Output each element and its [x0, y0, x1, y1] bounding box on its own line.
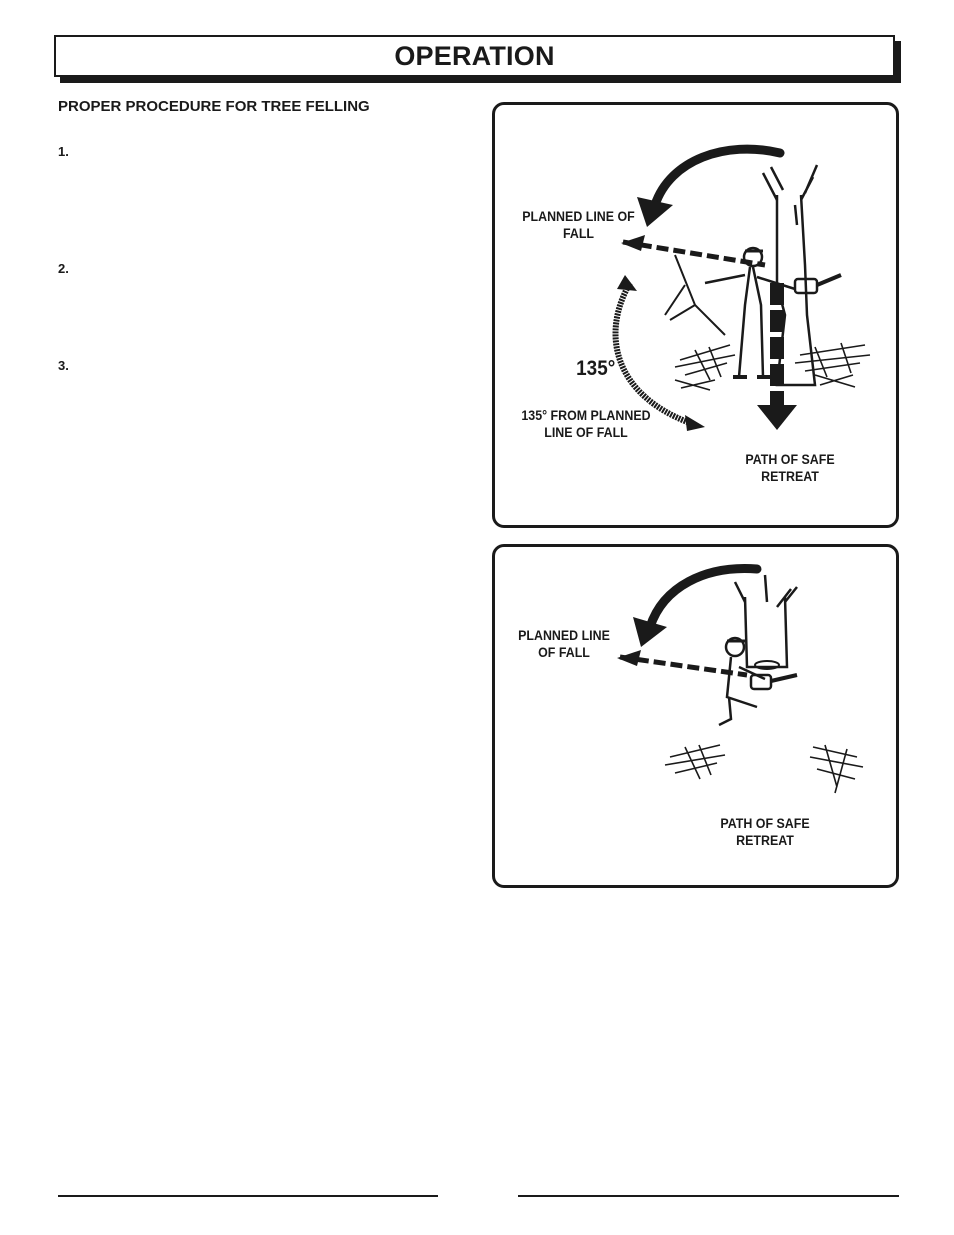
tree-trunk-icon-2 [745, 597, 787, 667]
fall-arrow-head [637, 197, 673, 227]
cutting-illustration [495, 547, 902, 891]
fall-direction-arrow-2 [650, 569, 757, 627]
planned-line-label: PLANNED LINE OF FALL [522, 209, 635, 241]
page-title: OPERATION [394, 40, 555, 71]
footer-rule-left [58, 1195, 438, 1197]
angle-label: 135° [576, 357, 616, 380]
figure-tree-felling-retreat [492, 102, 899, 528]
step-number-2: 2. [58, 261, 69, 276]
planned-line-label-2: PLANNED LINE OF FALL [518, 628, 610, 660]
figure-tree-felling-cut [492, 544, 899, 888]
angle-note-label: 135° FROM PLANNED LINE OF FALL [521, 408, 651, 440]
retreat-label-2: PATH OF SAFE RETREAT [720, 816, 810, 848]
step-number-1: 1. [58, 144, 69, 159]
retreat-label: PATH OF SAFE RETREAT [745, 452, 835, 484]
angle-arc [616, 283, 690, 423]
footer-rule-right [518, 1195, 899, 1197]
step-number-3: 3. [58, 358, 69, 373]
retreat-arrow-head [757, 405, 797, 430]
page-header [54, 35, 895, 77]
section-heading: PROPER PROCEDURE FOR TREE FELLING [58, 98, 370, 115]
fall-direction-arrow [655, 149, 780, 205]
felling-illustration [495, 105, 902, 531]
planned-line-dash-2 [620, 657, 747, 675]
